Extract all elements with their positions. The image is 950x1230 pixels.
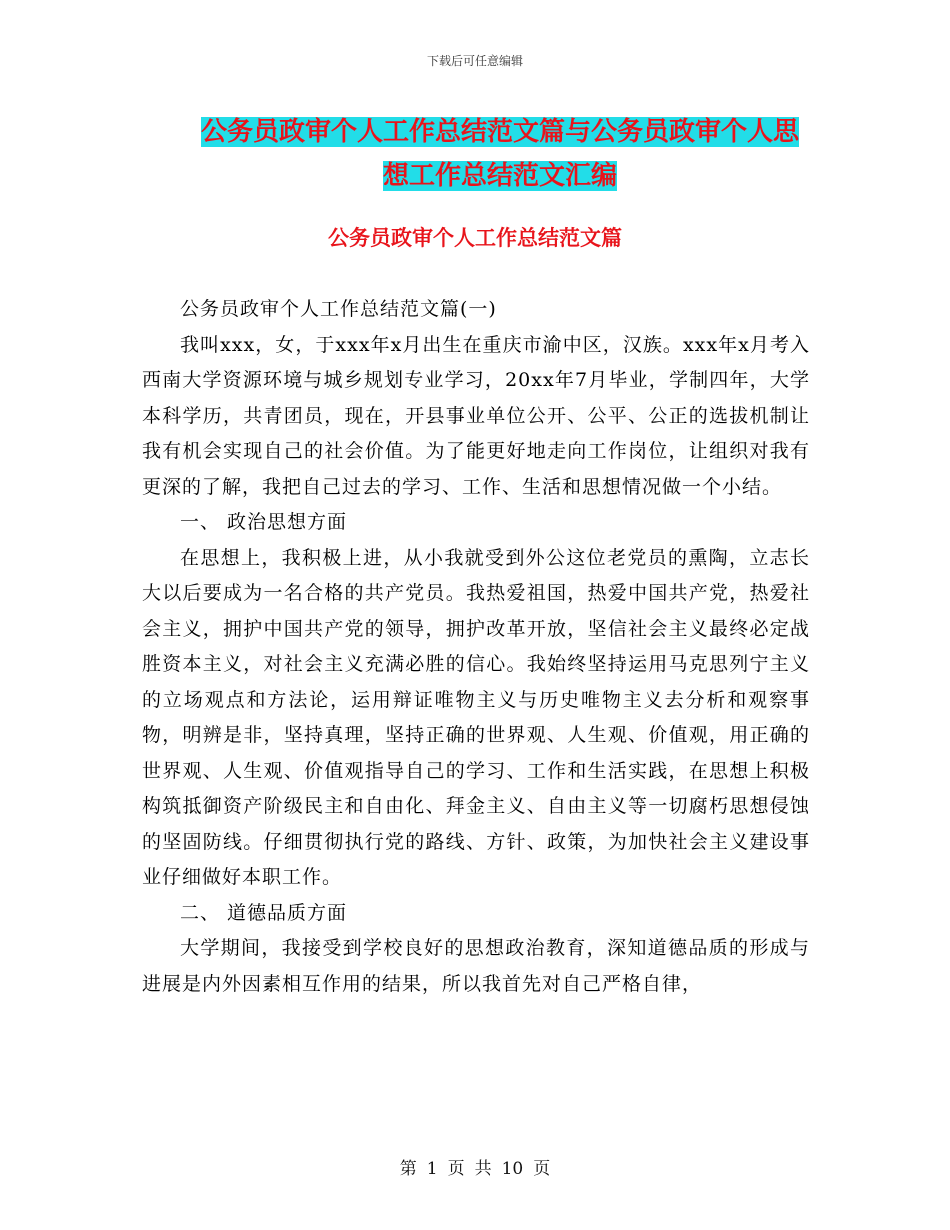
heading-political: 一、 政治思想方面 [180,511,348,533]
section-title: 公务员政审个人工作总结范文篇 [328,226,622,250]
main-title-line2: 想工作总结范文汇编 [382,161,617,191]
heading-moral: 二、 道德品质方面 [180,901,348,924]
paragraph-intro: 我叫xxx，女，于xxx年x月出生在重庆市渝中区，汉族。xxx年x月考入西南大学资源环境与城乡规划专业学习，20xx年7月毕业，学制四年，大学本科学历，共青团员，现在，开县事业单位公开、公平、公正的选拔机制让我有机会实现自己的社会价值。为了能更好地走向工作岗位，让组织对我有更深的了解，我把自己过去的学习、工作、生活和思想情况做一个小结。 [142,333,810,498]
footer-page-word: 第 [399,1159,417,1179]
footer-page-num: 1 [426,1159,438,1179]
page-footer [0,1154,950,1179]
footer-page-unit: 页 [447,1159,465,1179]
footer-total-unit: 页 [533,1159,551,1179]
header-note: 下载后可任意编辑 [426,54,523,68]
main-title-line1: 公务员政审个人工作总结范文篇与公务员政审个人思 [200,117,799,147]
body-text [142,292,810,1002]
paragraph-political: 在思想上，我积极上进，从小我就受到外公这位老党员的熏陶，立志长大以后要成为一名合格的共产党员。我热爱祖国，热爱中国共产党，热爱社会主义，拥护中国共产党的领导，拥护改革开放，坚信社会主义最终必定战胜资本主义，对社会主义充满必胜的信心。我始终坚持运用马克思列宁主义的立场观点和方法论，运用辩证唯物主义与历史唯物主义去分析和观察事物，明辨是非，坚持真理，坚持正确的世界观、人生观、价值观，用正确的世界观、人生观、价值观指导自己的学习、工作和生活实践，在思想上积极构筑抵御资产阶级民主和自由化、拜金主义、自由主义等一切腐朽思想侵蚀的坚固防线。仔细贯彻执行党的路线、方针、政策，为加快社会主义建设事业仔细做好本职工作。 [142,546,810,888]
paragraph-subtitle: 公务员政审个人工作总结范文篇(一) [180,298,497,320]
footer-total-word: 共 [474,1159,492,1179]
main-title [140,110,860,198]
footer-total-num: 10 [501,1159,524,1179]
paragraph-moral: 大学期间，我接受到学校良好的思想政治教育，深知道德品质的形成与进展是内外因素相互作用的结果，所以我首先对自己严格自律， [142,937,810,995]
